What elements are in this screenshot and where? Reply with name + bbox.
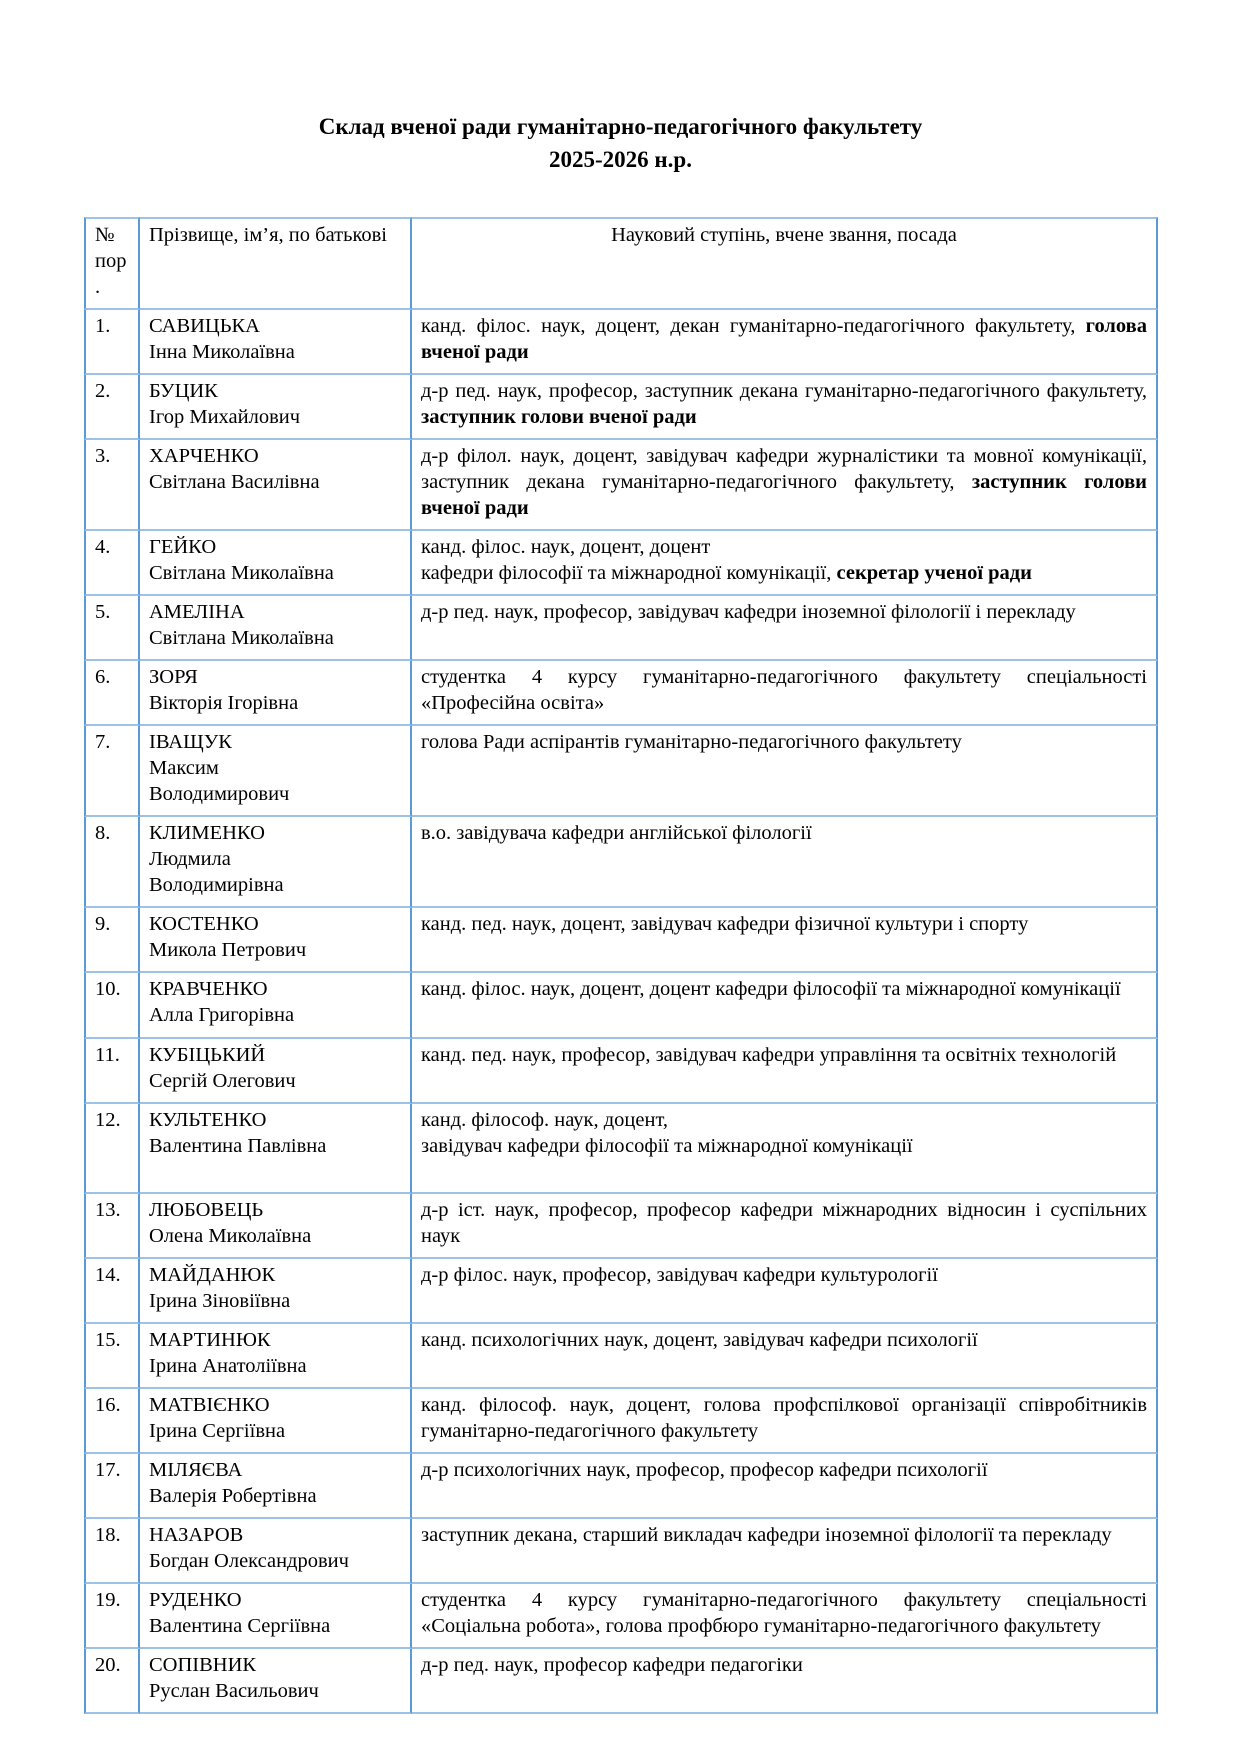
header-number [84, 217, 140, 310]
position-text: д-р пед. наук, професор, заступник декана гуманітарно-педагогічного факультету, [421, 379, 1147, 402]
table-header [84, 217, 1158, 310]
person-name-line: Олена Миколаївна [149, 1224, 312, 1247]
person-degree-title-position [412, 1194, 1158, 1259]
position-text: студентка 4 курсу гуманітарно-педагогічного факультету спеціальності «Соціальна робота», голова профбюро гуманітарно-педагогічного факультету [421, 1588, 1147, 1637]
position-text: д-р психологічних наук, професор, професор кафедри психології [421, 1458, 988, 1481]
table-row [84, 1324, 1158, 1389]
person-name-line: Валентина Павлівна [149, 1134, 327, 1157]
person-name-line: Валерія Робертівна [149, 1484, 317, 1507]
person-name-line: Сергій Олегович [149, 1069, 296, 1092]
table-row [84, 1584, 1158, 1649]
person-name-line: ГЕЙКО [149, 536, 217, 558]
person-name [140, 973, 412, 1038]
person-name-line: Микола Петрович [149, 939, 307, 962]
page-title [0, 0, 1241, 177]
person-name [140, 661, 412, 726]
person-degree-title-position [412, 1324, 1158, 1389]
person-name [140, 1039, 412, 1104]
person-degree-title-position [412, 817, 1158, 908]
person-name-line: Ірина Зіновіївна [149, 1289, 291, 1312]
person-name-line: Алла Григорівна [149, 1004, 295, 1027]
person-name-line: Світлана Миколаївна [149, 562, 334, 585]
person-name-line: РУДЕНКО [149, 1588, 242, 1611]
table-row [84, 908, 1158, 973]
position-text: в.о. завідувача кафедри англійської філології [421, 822, 812, 845]
person-degree-title-position [412, 1649, 1158, 1714]
person-name-line: Інна Миколаївна [149, 340, 295, 363]
table-row [84, 1104, 1158, 1194]
person-name [140, 1519, 412, 1584]
council-members-table [84, 217, 1158, 1714]
position-text: д-р пед. наук, професор, завідувач кафедри іноземної філології і перекладу [421, 601, 1076, 624]
person-name-line: Максим [149, 757, 219, 780]
row-number: 3. [84, 440, 140, 531]
person-degree-title-position [412, 440, 1158, 531]
person-name-line: Світлана Миколаївна [149, 627, 334, 650]
person-name [140, 375, 412, 440]
table-row [84, 1649, 1158, 1714]
person-degree-title-position [412, 1104, 1158, 1194]
position-highlight: заступник голови вченої ради [421, 470, 1147, 519]
person-name-line: ІВАЩУК [149, 731, 232, 754]
person-name [140, 596, 412, 661]
person-degree-title-position [412, 375, 1158, 440]
position-text: д-р філос. наук, професор, завідувач кафедри культурології [421, 1263, 938, 1286]
row-number: 18. [84, 1519, 140, 1584]
person-name-line: Володимирівна [149, 874, 284, 897]
person-name-line: МАЙДАНЮК [149, 1263, 276, 1286]
person-name [140, 310, 412, 375]
person-degree-title-position [412, 1454, 1158, 1519]
position-text: д-р філол. наук, доцент, завідувач кафедри журналістики та мовної комунікації, заступник декана гуманітарно-педагогічного факультету, [421, 444, 1147, 493]
row-number: 1. [84, 310, 140, 375]
position-text: канд. психологічних наук, доцент, завідувач кафедри психології [421, 1328, 978, 1351]
page-title-line-2: 2025-2026 н.р. [549, 147, 692, 173]
person-degree-title-position [412, 531, 1158, 596]
row-number: 6. [84, 661, 140, 726]
row-number: 16. [84, 1389, 140, 1454]
person-name [140, 531, 412, 596]
row-number: 2. [84, 375, 140, 440]
person-name-line: Вікторія Ігорівна [149, 692, 299, 715]
person-name-line: АМЕЛІНА [149, 601, 245, 624]
person-name-line: БУЦИК [149, 379, 218, 402]
person-name-line: Руслан Васильович [149, 1680, 319, 1703]
person-degree-title-position [412, 726, 1158, 817]
person-name-line: КОСТЕНКО [149, 913, 259, 936]
person-name-line: КЛИМЕНКО [149, 822, 265, 845]
person-name-line: Ігор Михайлович [149, 405, 301, 428]
person-name-line: ЛЮБОВЕЦЬ [149, 1198, 264, 1221]
table-row [84, 440, 1158, 531]
position-text: канд. філос. наук, доцент, доцент [421, 536, 711, 558]
position-highlight: голова вченої ради [421, 314, 1147, 363]
position-text: завідувач кафедри філософії та міжнародної комунікації [421, 1134, 913, 1157]
position-text: заступник декана, старший викладач кафедри іноземної філології та перекладу [421, 1523, 1112, 1546]
person-degree-title-position [412, 908, 1158, 973]
row-number: 14. [84, 1259, 140, 1324]
person-name [140, 1649, 412, 1714]
person-name [140, 1454, 412, 1519]
person-degree-title-position [412, 1259, 1158, 1324]
position-text: канд. філос. наук, доцент, декан гуманітарно-педагогічного факультету, [421, 314, 1086, 337]
row-number: 17. [84, 1454, 140, 1519]
row-number: 15. [84, 1324, 140, 1389]
table-row [84, 310, 1158, 375]
row-number: 8. [84, 817, 140, 908]
person-name [140, 440, 412, 531]
table-row [84, 1454, 1158, 1519]
row-number: 12. [84, 1104, 140, 1194]
person-name [140, 1259, 412, 1324]
person-name [140, 908, 412, 973]
person-name-line: ХАРЧЕНКО [149, 444, 259, 467]
person-name-line: Ірина Сергіївна [149, 1419, 286, 1442]
row-number: 9. [84, 908, 140, 973]
row-number: 19. [84, 1584, 140, 1649]
person-name [140, 1584, 412, 1649]
person-name-line: МІЛЯЄВА [149, 1458, 243, 1481]
person-name-line: Володимирович [149, 783, 290, 806]
row-number: 20. [84, 1649, 140, 1714]
person-name [140, 1104, 412, 1194]
table-row [84, 1039, 1158, 1104]
position-text: д-р іст. наук, професор, професор кафедри міжнародних відносин і суспільних наук [421, 1198, 1147, 1247]
person-degree-title-position [412, 1519, 1158, 1584]
header-number-line-2: пор. [95, 249, 127, 298]
person-name-line: Людмила [149, 848, 231, 871]
position-text: д-р пед. наук, професор кафедри педагогіки [421, 1654, 803, 1676]
row-number: 11. [84, 1039, 140, 1104]
header-position: Науковий ступінь, вчене звання, посада [412, 217, 1158, 310]
table-row [84, 973, 1158, 1038]
row-number: 4. [84, 531, 140, 596]
position-text: голова Ради аспірантів гуманітарно-педагогічного факультету [421, 731, 962, 754]
row-number: 7. [84, 726, 140, 817]
person-name-line: НАЗАРОВ [149, 1523, 244, 1546]
table-row [84, 1389, 1158, 1454]
table-row [84, 726, 1158, 817]
person-name-line: САВИЦЬКА [149, 314, 260, 337]
person-name-line: ЗОРЯ [149, 666, 198, 689]
row-number: 10. [84, 973, 140, 1038]
position-text: канд. філософ. наук, доцент, [421, 1108, 669, 1131]
person-name-line: Валентина Сергіївна [149, 1614, 331, 1637]
table-row [84, 661, 1158, 726]
table-row [84, 1519, 1158, 1584]
council-table-body [84, 310, 1158, 1714]
person-name [140, 1194, 412, 1259]
person-name-line: МАТВІЄНКО [149, 1393, 270, 1416]
person-name [140, 726, 412, 817]
person-name-line: Ірина Анатоліївна [149, 1354, 307, 1377]
person-degree-title-position [412, 973, 1158, 1038]
person-name-line: КУЛЬТЕНКО [149, 1108, 267, 1131]
position-highlight: секретар ученої ради [836, 562, 1032, 585]
table-row [84, 596, 1158, 661]
row-number: 5. [84, 596, 140, 661]
table-row [84, 531, 1158, 596]
table-row [84, 817, 1158, 908]
person-name-line: СОПІВНИК [149, 1654, 257, 1676]
position-text: канд. пед. наук, професор, завідувач кафедри управління та освітніх технологій [421, 1043, 1117, 1066]
person-name-line: Світлана Василівна [149, 470, 320, 493]
position-text: канд. філософ. наук, доцент, голова профспілкової організації співробітників гуманітарно-педагогічного факультету [421, 1393, 1147, 1442]
page-title-line-1: Склад вченої ради гуманітарно-педагогічного факультету [318, 114, 923, 139]
person-name [140, 817, 412, 908]
person-name-line: КУБІЦЬКИЙ [149, 1043, 266, 1066]
table-row [84, 375, 1158, 440]
position-text: канд. філос. наук, доцент, доцент кафедри філософії та міжнародної комунікації [421, 978, 1121, 1001]
position-text: кафедри філософії та міжнародної комунікації, [421, 562, 837, 585]
person-degree-title-position [412, 596, 1158, 661]
person-name-line: Богдан Олександрович [149, 1549, 349, 1572]
person-name-line: КРАВЧЕНКО [149, 978, 268, 1001]
row-number: 13. [84, 1194, 140, 1259]
person-degree-title-position [412, 1039, 1158, 1104]
person-name-line: МАРТИНЮК [149, 1328, 271, 1351]
header-number-line-1: № [95, 223, 115, 246]
table-header-row [84, 217, 1158, 310]
person-degree-title-position [412, 1389, 1158, 1454]
person-name [140, 1324, 412, 1389]
person-degree-title-position [412, 310, 1158, 375]
person-name [140, 1389, 412, 1454]
header-name: Прізвище, ім’я, по батькові [140, 217, 412, 310]
person-degree-title-position [412, 1584, 1158, 1649]
table-row [84, 1194, 1158, 1259]
table-row [84, 1259, 1158, 1324]
person-degree-title-position [412, 661, 1158, 726]
position-highlight: заступник голови вченої ради [421, 405, 697, 428]
position-text: студентка 4 курсу гуманітарно-педагогічного факультету спеціальності «Професійна освіта» [421, 666, 1147, 715]
position-text: канд. пед. наук, доцент, завідувач кафедри фізичної культури і спорту [421, 913, 1029, 936]
